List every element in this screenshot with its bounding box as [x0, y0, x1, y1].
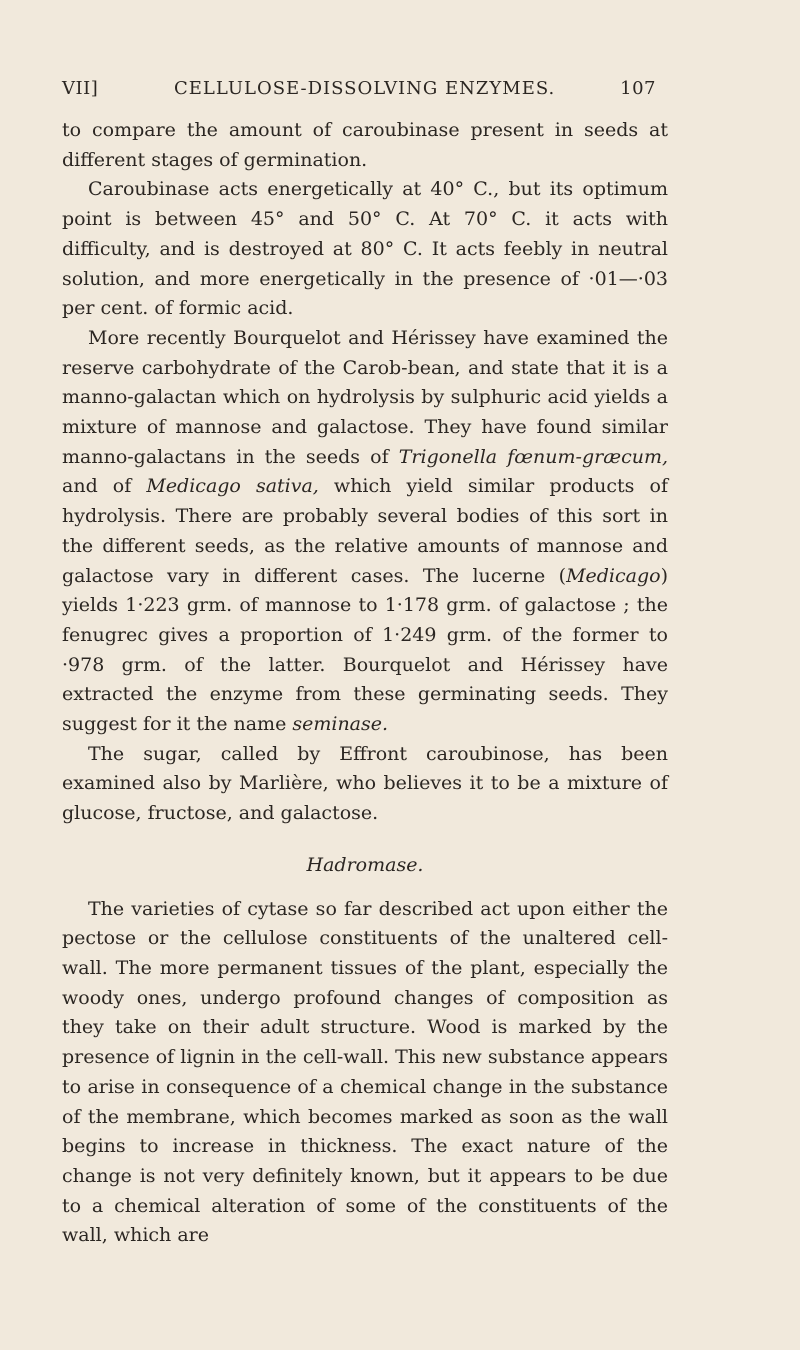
- running-header: [62, 78, 656, 110]
- text-run: ) yields 1·223 grm. of mannose to 1·178 grm. of galactose ; the fenugrec gives a proportion of 1·249 grm. of the former to ·978 grm. of the latter. Bourquelot and Hérissey have extracted the enzyme from these germinating seeds. They suggest for it the name: [62, 564, 668, 736]
- paragraph: [62, 324, 668, 740]
- chapter-number: VII]: [62, 78, 99, 99]
- text-run: More recently Bourquelot and Hérissey have examined the reserve carbohydrate of the Carob-bean, and state that it is a manno-galactan which on hydrolysis by sulphuric acid yields a mixture of mannose and galactose. They have found similar manno-galactans in the seeds of: [62, 326, 668, 468]
- genus-name: Medicago: [566, 564, 661, 587]
- enzyme-name: seminase.: [292, 713, 389, 736]
- paragraph: to compare the amount of caroubinase present in seeds at different stages of germination.: [62, 119, 668, 171]
- species-name: Medicago sativa,: [146, 475, 319, 498]
- text-run: which yield similar products of hydrolysis. There are probably several bodies of this sort in the different seeds, as the relative amounts of mannose and galactose vary in different cases. The lucerne (: [62, 475, 668, 587]
- page-number: 107: [620, 78, 656, 99]
- species-name: Trigonella fœnum-græcum,: [398, 445, 668, 468]
- running-title: CELLULOSE-DISSOLVING ENZYMES.: [174, 78, 556, 99]
- body-text: [62, 116, 668, 1251]
- text-run: and of: [62, 475, 147, 498]
- paragraph: The sugar, called by Effront caroubinose, has been examined also by Marlière, who believes it to be a mixture of glucose, fructose, and galactose.: [62, 742, 668, 825]
- section-heading: Hadromase.: [306, 853, 424, 876]
- paragraph: The varieties of cytase so far described act upon either the pectose or the cellulose constituents of the unaltered cell-wall. The more permanent tissues of the plant, especially the woody ones, undergo profound changes of composition as they take on their adult structure. Wood is marked by the presence of lignin in the cell-wall. This new substance appears to arise in consequence of a chemical change in the substance of the membrane, which becomes marked as soon as the wall begins to increase in thickness. The exact nature of the change is not very definitely known, but it appears to be due to a chemical alteration of some of the constituents of the wall, which are: [62, 897, 668, 1247]
- paragraph: Caroubinase acts energetically at 40° C., but its optimum point is between 45° and 50° C. At 70° C. it acts with difficulty, and is destroyed at 80° C. It acts feebly in neutral solution, and more energetically in the presence of ·01—·03 per cent. of formic acid.: [62, 178, 668, 320]
